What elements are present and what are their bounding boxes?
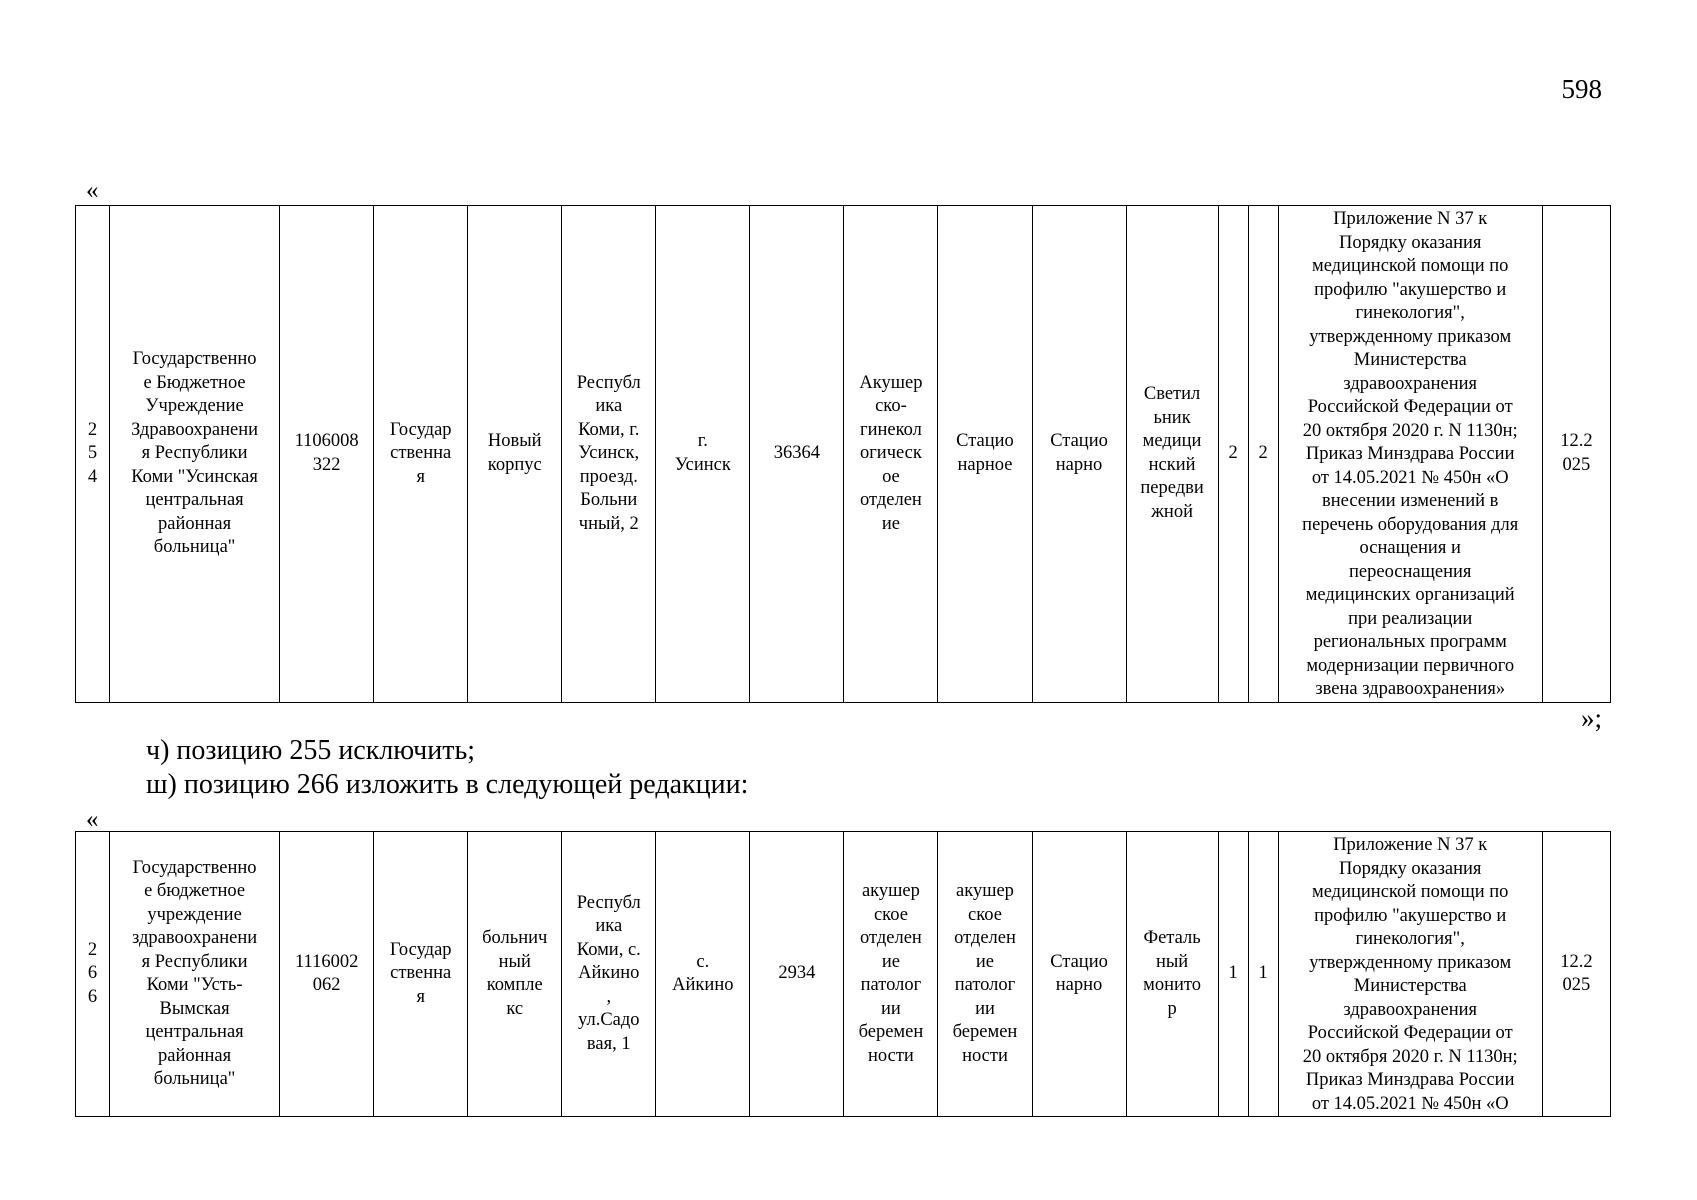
quantity-cell: 1 — [1218, 832, 1248, 1117]
care-condition-cell: акушер ское отделен ие патолог ии беремен ности — [938, 832, 1032, 1117]
page-number: 598 — [1561, 74, 1602, 104]
usage-cell: Стацио нарно — [1032, 206, 1126, 703]
registry-table-row-254 — [75, 205, 1611, 703]
quantity-cell: 2 — [1218, 206, 1248, 703]
quantity-cell: 2 — [1248, 206, 1278, 703]
address-cell: Республ ика Коми, с. Айкино , ул.Садо вая, 1 — [562, 832, 656, 1117]
registry-table-row-266 — [75, 831, 1611, 1117]
opening-quote-mark: « — [86, 806, 99, 833]
building-cell: больнич ный компле кс — [468, 832, 562, 1117]
usage-cell: Стацио нарно — [1032, 832, 1126, 1117]
code-cell: 2934 — [750, 832, 844, 1117]
equipment-cell: Феталь ный монито р — [1126, 832, 1218, 1117]
date-cell: 12.2 025 — [1542, 206, 1610, 703]
ownership-cell: Государ ственна я — [374, 832, 468, 1117]
care-condition-cell: Стацио нарное — [938, 206, 1032, 703]
organization-name-cell: Государственно е бюджетное учреждение здравоохранени я Республики Коми "Усть- Вымская центральная районная больница" — [110, 832, 280, 1117]
locality-cell: с. Айкино — [656, 832, 750, 1117]
closing-quote-mark: »; — [1580, 703, 1602, 733]
building-cell: Новый корпус — [468, 206, 562, 703]
table-row — [76, 206, 1611, 703]
quantity-cell: 1 — [1248, 832, 1278, 1117]
locality-cell: г. Усинск — [656, 206, 750, 703]
ownership-cell: Государ ственна я — [374, 206, 468, 703]
position-number-cell: 2 6 6 — [76, 832, 110, 1117]
paragraph-item-ch: ч) позицию 255 исключить; — [146, 735, 476, 766]
legal-basis-cell: Приложение N 37 к Порядку оказания медицинской помощи по профилю "акушерство и гинекология", утвержденному приказом Министерства здравоохранения Российской Федерации от 20 октября 2020 г. N 1130н; Приказ Минздрава России от 14.05.2021 № 450н «О внесении изменений в перечень оборудования для оснащения и переоснащения медицинских организаций при реализации региональных программ модернизации первичного звена здравоохранения» — [1278, 206, 1542, 703]
department-cell: акушер ское отделен ие патолог ии беремен ности — [844, 832, 938, 1117]
inn-cell: 1116002 062 — [280, 832, 374, 1117]
legal-basis-cell: Приложение N 37 к Порядку оказания медицинской помощи по профилю "акушерство и гинекология", утвержденному приказом Министерства здравоохранения Российской Федерации от 20 октября 2020 г. N 1130н; Приказ Минздрава России от 14.05.2021 № 450н «О — [1278, 832, 1542, 1117]
code-cell: 36364 — [750, 206, 844, 703]
date-cell: 12.2 025 — [1542, 832, 1610, 1117]
equipment-cell: Светил ьник медици нский передви жной — [1126, 206, 1218, 703]
address-cell: Республ ика Коми, г. Усинск, проезд. Больни чный, 2 — [562, 206, 656, 703]
position-number-cell: 2 5 4 — [76, 206, 110, 703]
department-cell: Акушер ско- гинекол огическ ое отделен ие — [844, 206, 938, 703]
inn-cell: 1106008 322 — [280, 206, 374, 703]
table-row — [76, 832, 1611, 1117]
opening-quote-mark: « — [86, 177, 99, 204]
paragraph-item-sh: ш) позицию 266 изложить в следующей редакции: — [146, 769, 749, 800]
organization-name-cell: Государственно е Бюджетное Учреждение Здравоохранени я Республики Коми "Усинская центральная районная больница" — [110, 206, 280, 703]
